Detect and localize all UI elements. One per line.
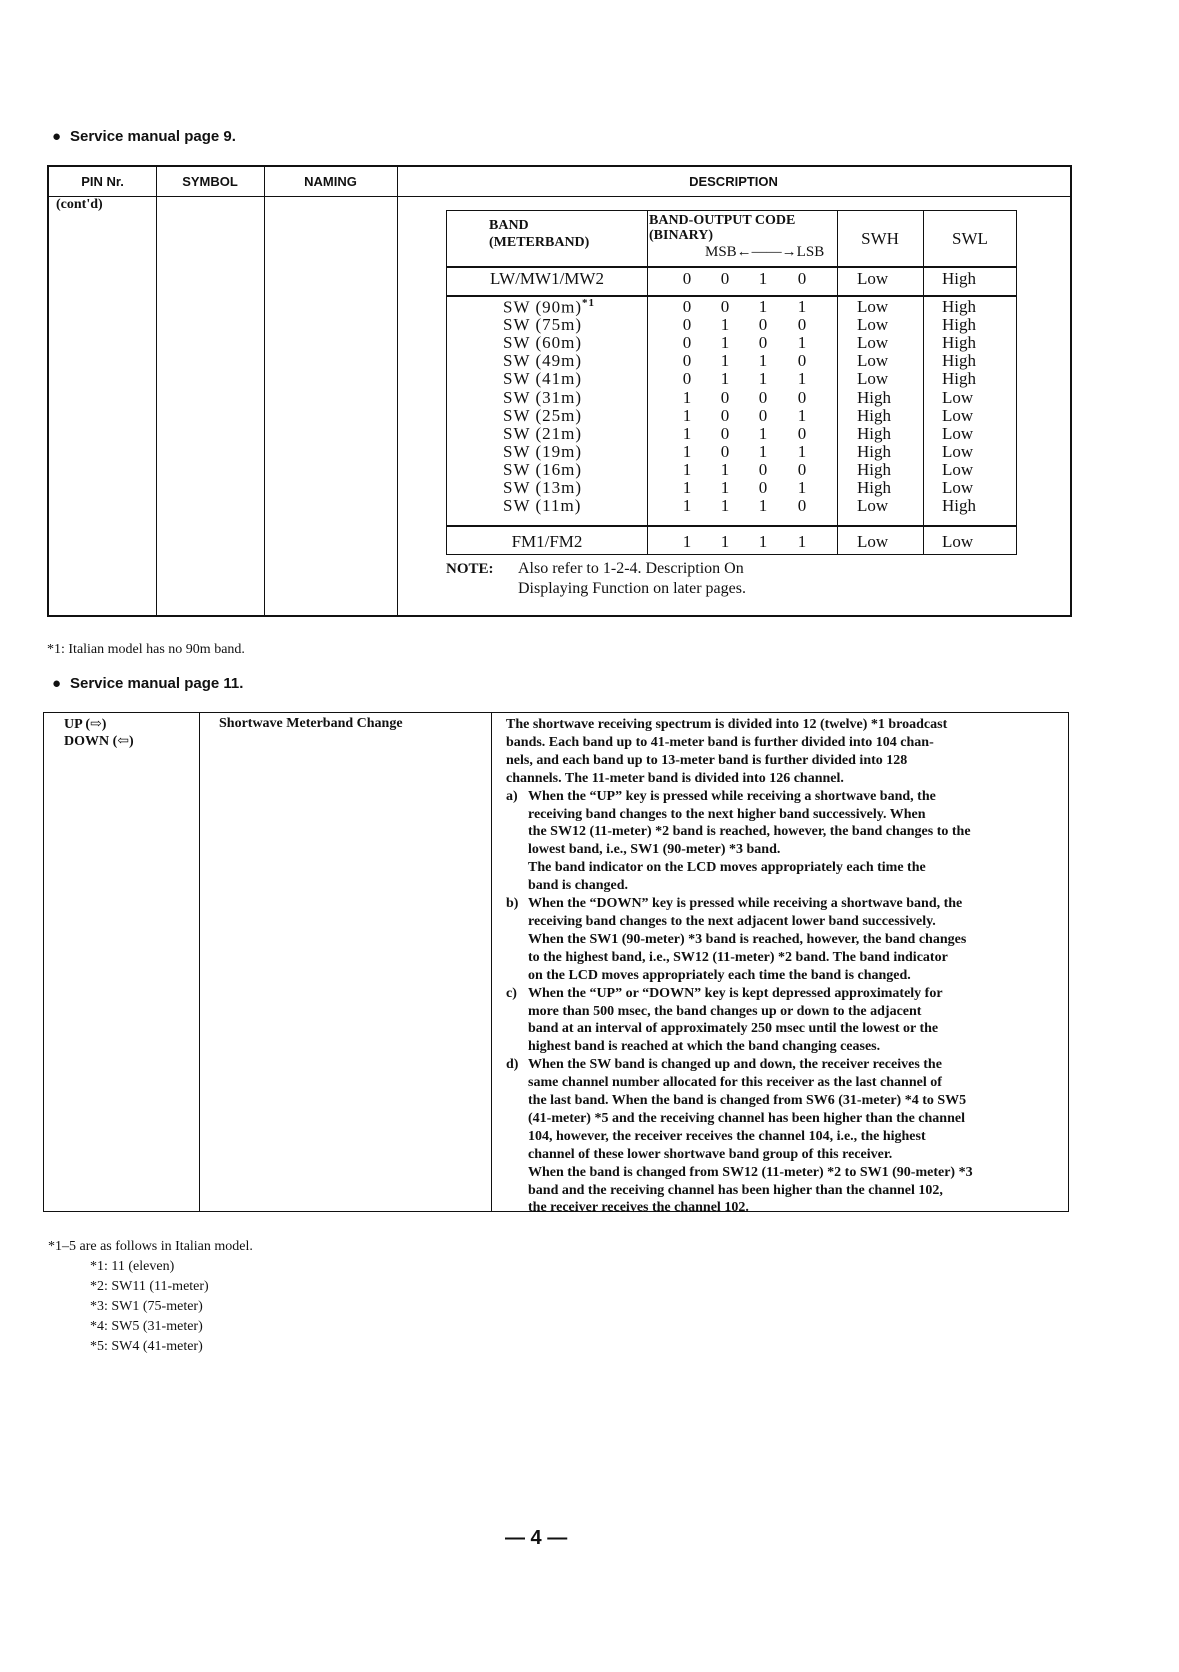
band-name-text: FM1/FM2 [511, 532, 583, 551]
code-bit: 1 [682, 478, 692, 497]
description-line: band and the receiving channel has been higher than the channel 102, [528, 1182, 943, 1198]
code-bit: 0 [682, 351, 692, 371]
band-name-text: SW (31m) [503, 387, 582, 407]
description-line: When the “UP” or “DOWN” key is kept depressed approximately for [528, 985, 943, 1001]
description-line: (41-meter) *5 and the receiving channel has been higher than the channel [528, 1110, 965, 1126]
header-pin: PIN Nr. [81, 174, 124, 189]
description-item-label: d) [506, 1057, 519, 1073]
description-item [506, 788, 1058, 895]
description-line: When the “UP” key is pressed while receiving a shortwave band, the [528, 788, 936, 804]
description-line: to the highest band, i.e., SW12 (11-meter) *2 band. The band indicator [528, 949, 948, 965]
swl-value: Low [942, 423, 974, 443]
code-bit: 0 [758, 387, 768, 407]
band-name-text: SW (16m) [503, 459, 582, 479]
code-bit: 0 [720, 441, 730, 461]
note-line: Displaying Function on later pages. [518, 580, 746, 597]
code-bit: 0 [682, 315, 692, 335]
swh-value: High [857, 441, 891, 461]
band-name-text: SW (21m) [503, 423, 582, 443]
description-intro-line: The shortwave receiving spectrum is divided into 12 (twelve) *1 broadcast [506, 717, 948, 732]
bullet-icon: ● [52, 128, 62, 145]
symbol-down: DOWN (⇦) [64, 734, 134, 749]
header-description: DESCRIPTION [689, 174, 778, 189]
swh-value: Low [857, 532, 889, 551]
code-bit: 0 [720, 423, 730, 443]
note-label: NOTE: [446, 561, 494, 577]
swh-value: Low [857, 496, 889, 516]
description-intro-line: channels. The 11-meter band is divided into 126 channel. [506, 770, 844, 786]
italian-note-item: *2: SW11 (11-meter) [90, 1279, 209, 1294]
band-name-text: SW (25m) [503, 405, 582, 425]
code-bit: 1 [682, 459, 692, 479]
description-line: receiving band changes to the next adjacent lower band successively. [528, 913, 936, 929]
description-item-text [528, 1056, 1058, 1217]
description-line: the receiver receives the channel 102. [528, 1200, 749, 1216]
band-name [503, 315, 582, 335]
code-bit: 0 [758, 478, 768, 497]
code-bit: 0 [682, 333, 692, 353]
description-item-label: c) [506, 985, 517, 1001]
code-bit: 1 [758, 297, 768, 316]
swl-value: Low [942, 459, 974, 479]
code-bit: 1 [720, 532, 730, 551]
band-name-text: SW (41m) [503, 369, 582, 389]
description-line: channel of these lower shortwave band group of this receiver. [528, 1146, 893, 1162]
description-cell [506, 716, 1058, 1217]
band-name [503, 424, 582, 444]
code-bit: 1 [720, 315, 730, 335]
code-bit: 1 [758, 369, 768, 389]
swh-value: Low [857, 297, 889, 316]
header-symbol: SYMBOL [182, 174, 238, 189]
band-name-text: SW (11m) [503, 496, 582, 516]
description-line: same channel number allocated for this receiver as the last channel of [528, 1075, 942, 1091]
code-bit: 1 [797, 478, 807, 497]
section-title: Service manual page 11. [70, 675, 244, 692]
swl-value: Low [942, 441, 974, 461]
description-intro-line: nels, and each band up to 13-meter band is further divided into 128 [506, 752, 908, 768]
code-header-line: (BINARY) [649, 228, 714, 243]
description-item-label: b) [506, 896, 519, 912]
footnote-italian-90m: *1: Italian model has no 90m band. [47, 642, 245, 657]
swh-value: High [857, 478, 891, 497]
code-bit: 1 [797, 405, 807, 425]
band-name [503, 460, 582, 480]
code-bit: 1 [720, 369, 730, 389]
code-bit: 0 [682, 297, 692, 316]
code-bit: 1 [758, 532, 768, 551]
code-bit: 1 [720, 333, 730, 353]
pin-cell: (cont'd) [56, 197, 103, 212]
swh-value: Low [857, 351, 889, 371]
description-line: band at an interval of approximately 250 msec until the lowest or the [528, 1021, 939, 1037]
code-bit: 0 [797, 269, 807, 288]
swl-value: High [942, 315, 976, 335]
code-bit: 1 [682, 441, 692, 461]
swh-value: Low [857, 369, 889, 389]
description-line: lowest band, i.e., SW1 (90-meter) *3 band. [528, 842, 781, 858]
msb-lsb-label: MSB←——→LSB [705, 244, 825, 260]
code-bit: 0 [758, 405, 768, 425]
band-name [503, 442, 582, 462]
swl-value: High [942, 333, 976, 353]
swh-value: Low [857, 315, 889, 335]
code-column-header [649, 213, 795, 243]
description-item [506, 985, 1058, 1057]
swh-value: High [857, 423, 891, 443]
swh-column-header: SWH [861, 229, 899, 248]
key-description-table [43, 712, 1069, 1216]
code-bit: 1 [758, 351, 768, 371]
code-bit: 1 [797, 532, 807, 551]
column-divider [156, 167, 157, 615]
description-line: receiving band changes to the next higher band successively. When [528, 806, 926, 822]
column-divider [264, 167, 265, 615]
description-item-text [528, 895, 1058, 985]
band-footnote-marker: *1 [582, 297, 595, 309]
description-line: the SW12 (11-meter) *2 band is reached, however, the band changes to the [528, 824, 971, 840]
band-row-divider [447, 526, 1016, 527]
symbol-cell [64, 716, 134, 750]
description-line: When the “DOWN” key is pressed while receiving a shortwave band, the [528, 896, 963, 912]
swl-value: High [942, 496, 976, 516]
symbol-up: UP (⇨) [64, 717, 107, 732]
italian-notes-intro: *1–5 are as follows in Italian model. [48, 1239, 253, 1254]
code-bit: 0 [797, 387, 807, 407]
swl-value: Low [942, 478, 974, 497]
italian-model-notes [48, 1237, 253, 1357]
code-bit: 1 [758, 496, 768, 516]
band-name [503, 496, 581, 516]
code-bit: 0 [797, 315, 807, 335]
description-line: The band indicator on the LCD moves appropriately each time the [528, 860, 926, 876]
code-header-line: BAND-OUTPUT CODE [649, 213, 796, 228]
column-divider [397, 167, 398, 615]
section-heading-page11 [52, 675, 243, 692]
code-bit: 0 [758, 315, 768, 335]
code-bit: 0 [797, 459, 807, 479]
band-column-divider [923, 211, 924, 554]
italian-note-item: *3: SW1 (75-meter) [90, 1299, 203, 1314]
code-bit: 0 [797, 423, 807, 443]
code-bit: 0 [758, 333, 768, 353]
description-line: highest band is reached at which the band changing ceases. [528, 1039, 881, 1055]
description-line: on the LCD moves appropriately each time the band is changed. [528, 967, 911, 983]
italian-note-item: *4: SW5 (31-meter) [90, 1319, 203, 1334]
code-bit: 1 [797, 369, 807, 389]
italian-note-item: *1: 11 (eleven) [90, 1259, 175, 1274]
section-heading-page9 [52, 128, 236, 145]
swh-value: High [857, 405, 891, 425]
section-title: Service manual page 9. [70, 128, 236, 145]
header-naming: NAMING [304, 174, 357, 189]
band-name [447, 269, 647, 289]
page-number: — 4 — [505, 1527, 568, 1549]
swl-value: Low [942, 532, 974, 551]
swh-value: Low [857, 269, 889, 288]
swl-value: High [942, 269, 976, 288]
description-line: 104, however, the receiver receives the channel 104, i.e., the highest [528, 1128, 926, 1144]
swl-value: Low [942, 405, 974, 425]
band-name-text: SW (13m) [503, 478, 582, 497]
band-name [503, 333, 582, 353]
description-line: more than 500 msec, the band changes up or down to the adjacent [528, 1003, 922, 1019]
description-item [506, 1056, 1058, 1217]
band-name [447, 532, 647, 552]
code-bit: 1 [682, 423, 692, 443]
swl-value: High [942, 369, 976, 389]
code-bit: 1 [720, 496, 730, 516]
description-item-text [528, 985, 1058, 1057]
band-name [503, 369, 582, 389]
code-bit: 1 [682, 496, 692, 516]
code-bit: 0 [797, 496, 807, 516]
band-name [503, 478, 582, 498]
band-name [503, 351, 582, 371]
code-bit: 1 [682, 532, 692, 551]
band-header-line: BAND [489, 218, 529, 233]
code-bit: 0 [758, 459, 768, 479]
note [446, 559, 746, 599]
swh-value: Low [857, 333, 889, 353]
code-bit: 1 [758, 269, 768, 288]
band-name-text: SW (19m) [503, 441, 582, 461]
column-divider [491, 713, 492, 1211]
code-bit: 1 [682, 405, 692, 425]
code-bit: 0 [797, 351, 807, 371]
description-line: band is changed. [528, 878, 628, 894]
description-intro-line: bands. Each band up to 41-meter band is further divided into 104 chan- [506, 734, 934, 750]
pin-description-table [47, 165, 1072, 617]
code-bit: 1 [797, 441, 807, 461]
band-column-divider [647, 211, 648, 554]
band-name-text: SW (60m) [503, 333, 582, 353]
code-bit: 0 [682, 269, 692, 288]
code-bit: 1 [797, 333, 807, 353]
band-name-text: LW/MW1/MW2 [490, 269, 604, 288]
header-divider [49, 196, 1070, 197]
description-line: the last band. When the band is changed from SW6 (31-meter) *4 to SW5 [528, 1093, 967, 1109]
band-name-text: SW (49m) [503, 351, 582, 371]
band-header-line: (METERBAND) [489, 235, 590, 250]
description-item-text [528, 788, 1058, 895]
naming-cell: Shortwave Meterband Change [219, 716, 403, 731]
swh-value: High [857, 387, 891, 407]
code-bit: 1 [720, 478, 730, 497]
swh-value: High [857, 459, 891, 479]
bullet-icon: ● [52, 675, 62, 692]
band-column-divider [837, 211, 838, 554]
code-bit: 1 [720, 351, 730, 371]
description-item-label: a) [506, 788, 518, 804]
code-bit: 1 [797, 297, 807, 316]
code-bit: 0 [682, 369, 692, 389]
code-bit: 0 [720, 297, 730, 316]
column-divider [199, 713, 200, 1211]
band-column-header [489, 217, 589, 251]
description-line: When the band is changed from SW12 (11-meter) *2 to SW1 (90-meter) *3 [528, 1164, 973, 1180]
band-name [503, 388, 582, 408]
code-bit: 1 [758, 441, 768, 461]
band-name-text: SW (90m) [503, 297, 582, 317]
swl-value: High [942, 351, 976, 371]
code-bit: 0 [720, 269, 730, 288]
code-bit: 1 [720, 459, 730, 479]
description-line: When the SW band is changed up and down, the receiver receives the [528, 1057, 942, 1073]
description-item [506, 895, 1058, 985]
swl-column-header: SWL [952, 229, 988, 248]
band-output-table [446, 210, 1017, 555]
band-name [503, 406, 582, 426]
code-bit: 1 [682, 387, 692, 407]
italian-note-item: *5: SW4 (41-meter) [90, 1339, 203, 1354]
band-row-divider [447, 267, 1016, 268]
code-bit: 0 [720, 387, 730, 407]
band-name-text: SW (75m) [503, 315, 582, 335]
description-line: When the SW1 (90-meter) *3 band is reached, however, the band changes [528, 931, 967, 947]
swl-value: Low [942, 387, 974, 407]
swl-value: High [942, 297, 976, 316]
code-bit: 0 [720, 405, 730, 425]
code-bit: 1 [758, 423, 768, 443]
note-line: Also refer to 1-2-4. Description On [518, 560, 744, 577]
